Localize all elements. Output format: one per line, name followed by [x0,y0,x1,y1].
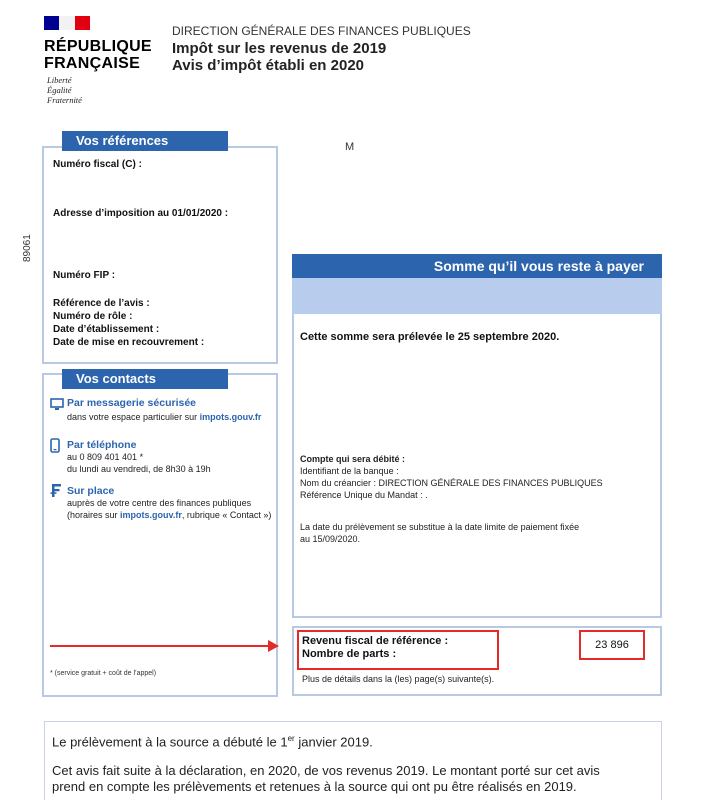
onsite-text-2-suffix: , rubrique « Contact ») [181,510,272,520]
phone-number: au 0 809 401 401 * [67,452,144,462]
payment-amount-band [292,278,662,314]
public-finance-icon [50,483,62,503]
debit-notice: Cette somme sera prélevée le 25 septembre 2020. [300,331,560,343]
withholding-start-suffix: janvier 2019. [294,734,373,750]
substitution-line-2: au 15/09/2020. [300,534,361,544]
computer-icon [50,398,64,416]
collection-date-label: Date de mise en recouvrement : [53,337,205,348]
tax-number-label: Numéro fiscal (C) : [53,159,142,170]
onsite-text-2 [67,509,271,521]
more-details-note: Plus de détails dans la (les) page(s) suivante(s). [302,674,495,684]
phone-hours: du lundi au vendredi, de 8h30 à 19h [67,464,211,474]
onsite-text-1: auprès de votre centre des finances publiques [67,498,252,508]
phone-details [67,451,211,475]
debit-account-title: Compte qui sera débité : [300,454,406,464]
reference-income-value: 23 896 [579,630,645,660]
document-title [172,40,386,74]
document-title-line-1: Impôt sur les revenus de 2019 [172,40,387,57]
onsite-link[interactable]: impots.gouv.fr [120,510,182,520]
red-arrow-icon [50,639,280,658]
phone-title: Par téléphone [67,439,137,451]
document-title-line-2: Avis d’impôt établi en 2020 [172,57,365,74]
onsite-details [67,497,271,521]
marianne-flag-logo [44,16,90,30]
motto-egalite: Égalité [47,85,72,95]
notice-ref-label: Référence de l’avis : [53,298,150,309]
declaration-note-line-1: Cet avis fait suite à la déclaration, en 2020, de vos revenus 2019. Le montant porté sur cet avis [52,763,600,778]
substitution-line-1: La date du prélèvement se substitue à la date limite de paiement fixée [300,522,580,532]
republic-motto [47,75,82,105]
side-code: 89061 [22,234,33,262]
motto-liberte: Liberté [47,75,72,85]
phone-icon [50,438,60,458]
established-date-label: Date d’établissement : [53,324,160,335]
phone-footnote: * (service gratuit + coût de l’appel) [50,670,157,677]
creditor-label: Nom du créancier : DIRECTION GÉNÉRALE DES FINANCES PUBLIQUES [300,478,603,488]
declaration-note [52,763,662,795]
reference-income-label: Revenu fiscal de référence : [302,635,449,647]
mandate-ref-label: Référence Unique du Mandat : . [300,490,428,500]
notice-details [53,297,204,349]
parts-count-label: Nombre de parts : [302,648,397,660]
onsite-title: Sur place [67,485,115,497]
withholding-start-text: Le prélèvement à la source a débuté le 1 [52,734,288,750]
bank-id-label: Identifiant de la banque : [300,466,399,476]
substitution-notice [300,521,640,545]
directorate-name: DIRECTION GÉNÉRALE DES FINANCES PUBLIQUES [172,24,471,38]
republic-line-2: FRANÇAISE [44,55,141,72]
payment-header [292,254,662,278]
republic-line-1: RÉPUBLIQUE [44,38,152,55]
debit-account-details [300,453,640,501]
fip-label: Numéro FIP : [53,270,116,281]
messaging-text [67,411,261,423]
recipient-initial: M [345,141,355,153]
role-number-label: Numéro de rôle : [53,311,133,322]
messaging-link[interactable]: impots.gouv.fr [199,412,262,422]
contacts-title: Vos contacts [62,369,228,389]
reference-income-labels [302,635,448,661]
motto-fraternite: Fraternité [47,95,82,105]
messaging-text-prefix: dans votre espace particulier sur [67,412,200,422]
address-label: Adresse d’imposition au 01/01/2020 : [53,208,229,219]
payment-title: Somme qu’il vous reste à payer [433,258,644,274]
withholding-start-sup: er [287,734,295,743]
onsite-text-2-prefix: (horaires sur [67,510,121,520]
references-title: Vos références [62,131,228,151]
withholding-start-note [52,731,373,750]
messaging-title: Par messagerie sécurisée [67,397,197,409]
declaration-note-line-2: prend en compte les prélèvements et retenues à la source qui ont pu être réalisés en 2019. [52,779,577,794]
republic-logo-text [44,38,152,72]
